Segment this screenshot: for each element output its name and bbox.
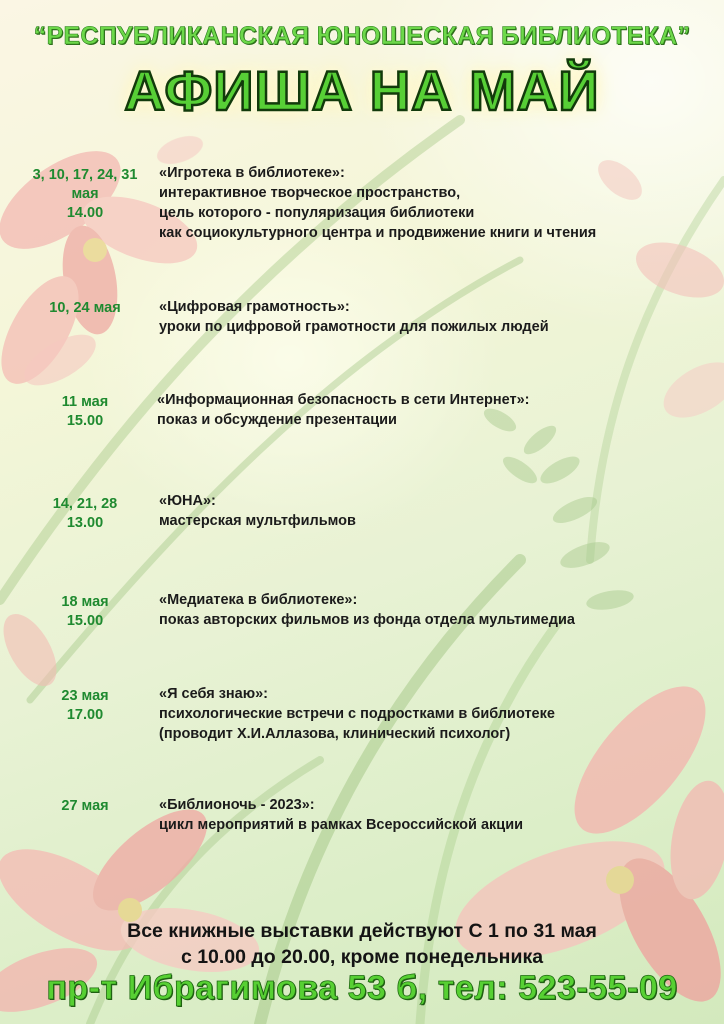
event-description: «Я себя знаю»: психологические встречи с подростками в библиотеке (проводит Х.И.Аллазова, клинический психолог): [159, 686, 555, 742]
event-description: «Медиатека в библиотеке»: показ авторских фильмов из фонда отдела мультимедиа: [159, 592, 575, 628]
exhibitions-info: Все книжные выставки действуют С 1 по 31 мая с 10.00 до 20.00, кроме понедельника: [127, 920, 597, 968]
event-date: 18 мая 15.00: [61, 594, 109, 629]
event-description: «Информационная безопасность в сети Интернет»: показ и обсуждение презентации: [157, 392, 530, 428]
event-date: 14, 21, 28 13.00: [52, 496, 118, 531]
poster-title: АФИША НА МАЙ: [124, 59, 600, 122]
event-date: 10, 24 мая: [49, 300, 121, 316]
event-date: 27 мая: [61, 798, 109, 814]
event-date: 3, 10, 17, 24, 31 мая 14.00: [32, 167, 138, 221]
address-phone: пр-т Ибрагимова 53 б, тел: 523-55-09: [46, 969, 678, 1007]
event-date: 23 мая 17.00: [61, 688, 109, 723]
event-description: «ЮНА»: мастерская мультфильмов: [159, 493, 356, 529]
event-description: «Библионочь - 2023»: цикл мероприятий в рамках Всероссийской акции: [159, 797, 524, 833]
library-name: “РЕСПУБЛИКАНСКАЯ ЮНОШЕСКАЯ БИБЛИОТЕКА”: [33, 22, 691, 50]
event-date: 11 мая 15.00: [61, 394, 109, 429]
event-description: «Цифровая грамотность»: уроки по цифровой грамотности для пожилых людей: [159, 299, 549, 335]
event-description: «Игротека в библиотеке»: интерактивное творческое пространство, цель которого - популяризация библиотеки как социокультурного центра и продвижение книги и чтения: [159, 165, 597, 241]
